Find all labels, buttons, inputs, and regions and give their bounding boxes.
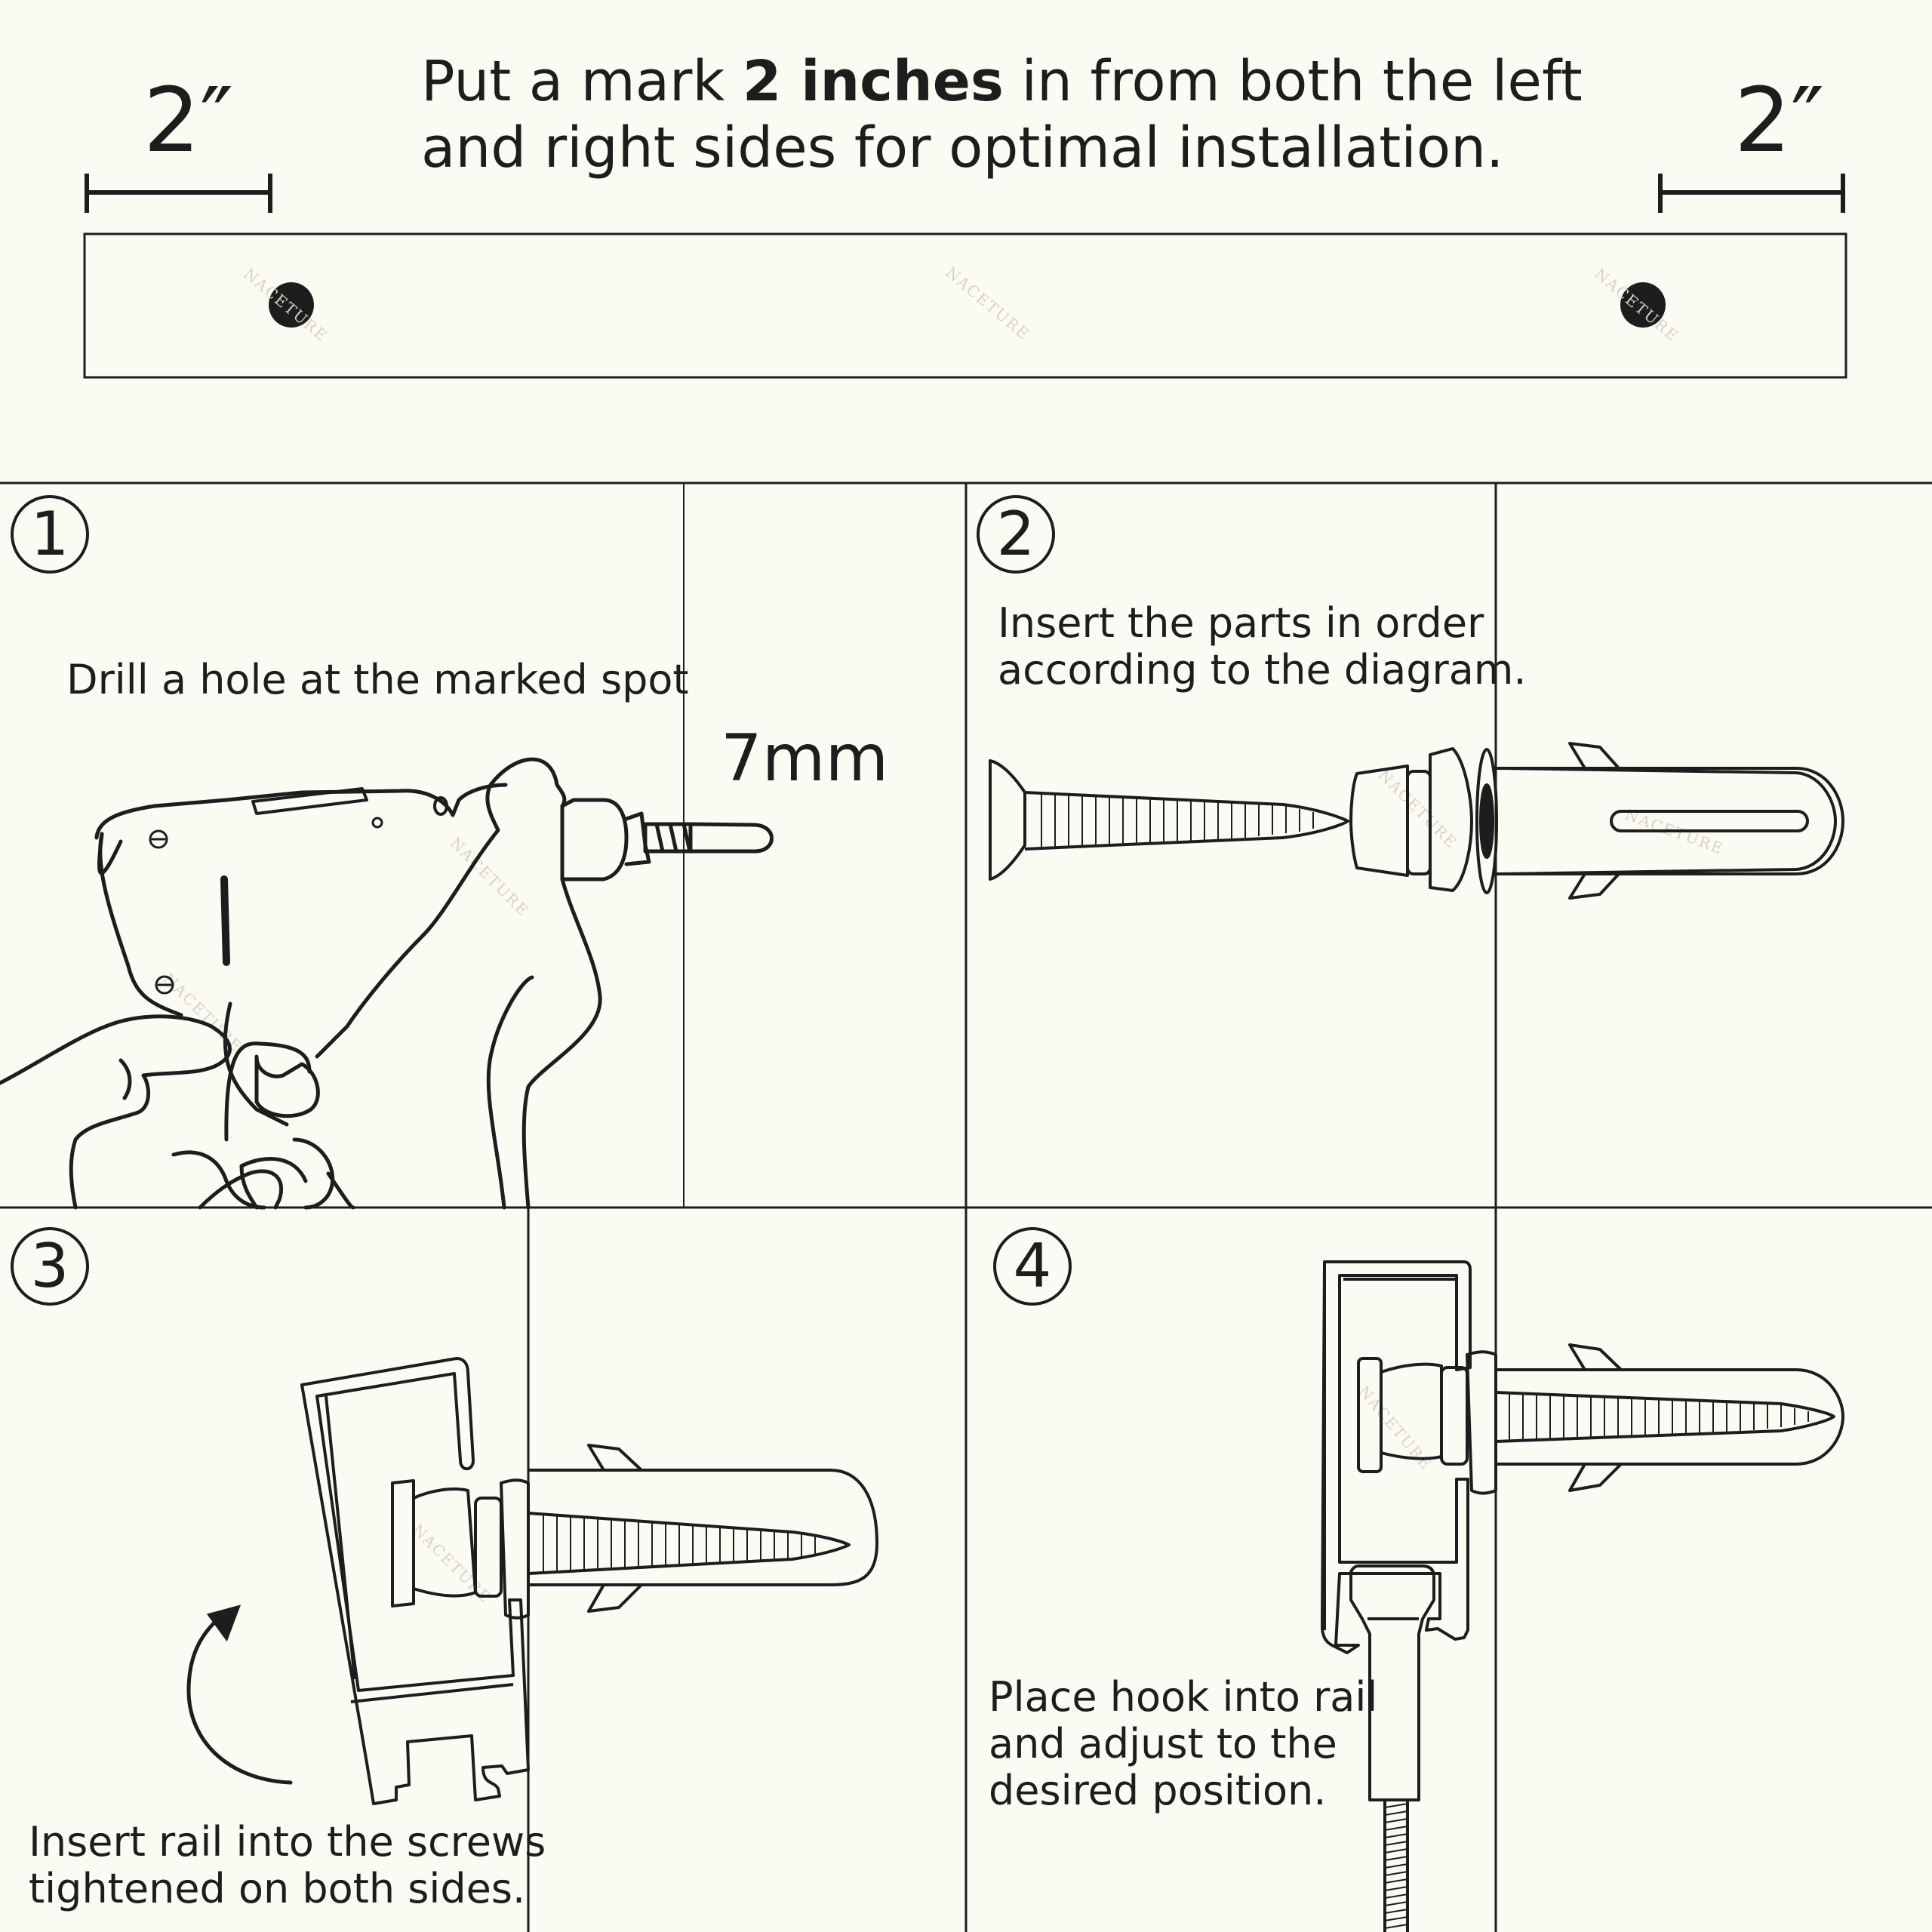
- left-dimension-label: 2″: [143, 68, 234, 172]
- watermark: NACETURE: [408, 1520, 496, 1607]
- step-1-caption: [66, 657, 689, 703]
- watermark: NACETURE: [1374, 765, 1462, 853]
- watermark: NACETURE: [240, 264, 332, 346]
- step-2-number: 2: [977, 495, 1055, 574]
- watermark: NACETURE: [942, 263, 1034, 344]
- caption-line: Insert the parts in order: [998, 599, 1484, 647]
- drill-size-label: 7mm: [721, 721, 889, 796]
- drill-icon: [0, 759, 772, 1208]
- top-instruction-line-2: and right sides for optimal installation.: [421, 115, 1504, 180]
- watermark: NACETURE: [1591, 264, 1683, 346]
- watermark: NACETURE: [446, 833, 534, 921]
- caption-line: Insert rail into the screws: [29, 1818, 546, 1866]
- caption-line: tightened on both sides.: [29, 1865, 526, 1912]
- watermark: NACETURE: [1355, 1382, 1436, 1474]
- caption-line: Place hook into rail: [989, 1673, 1378, 1721]
- step-1-number: 1: [11, 495, 89, 574]
- instruction-bold: 2 inches: [742, 49, 1004, 114]
- screw-icon: [392, 1445, 877, 1618]
- step-2-caption: [998, 600, 1527, 694]
- step-4-caption: [989, 1674, 1377, 1814]
- curved-arrow-icon: [189, 1607, 291, 1783]
- caption-line: according to the diagram.: [998, 646, 1527, 694]
- caption-line: Drill a hole at the marked spot: [66, 656, 689, 703]
- instruction-suffix: in from both the left: [1003, 49, 1583, 114]
- watermark: NACETURE: [1623, 805, 1727, 858]
- step-4-number: 4: [993, 1227, 1072, 1306]
- watermark: NACETURE: [159, 969, 247, 1057]
- right-dimension-label: 2″: [1734, 68, 1825, 172]
- caption-line: desired position.: [989, 1767, 1327, 1814]
- caption-line: and adjust to the: [989, 1720, 1337, 1767]
- step-3-caption: [29, 1819, 546, 1912]
- screw-icon: [990, 749, 1497, 893]
- screw-icon: [1358, 1345, 1843, 1494]
- wall-anchor-icon: [1496, 743, 1843, 898]
- step-3-number: 3: [11, 1227, 89, 1306]
- instruction-prefix: Put a mark: [421, 49, 743, 114]
